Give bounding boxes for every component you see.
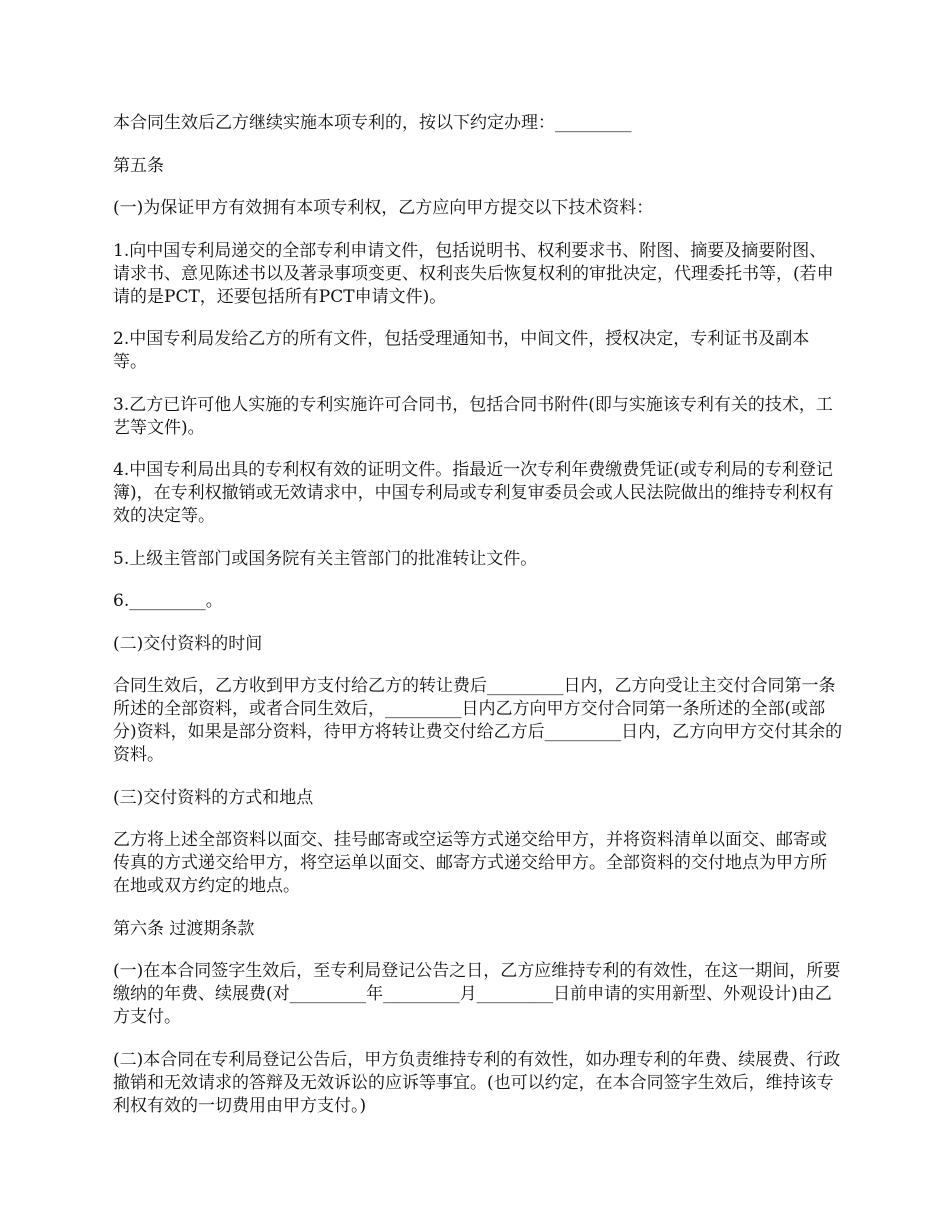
list-item-1: 1.向中国专利局递交的全部专利申请文件，包括说明书、权利要求书、附图、摘要及摘要附图、请求书、意见陈述书以及著录事项变更、权利丧失后恢复权利的审批决定，代理委托书等，(若申请的是PCT，还要包括所有PCT申请文件)。 [113,240,834,307]
list-item-3: 3.乙方已许可他人实施的专利实施许可合同书，包括合同书附件(即与实施该专利有关的技术，工艺等文件)。 [113,394,833,438]
section-one-heading: (一)为保证甲方有效拥有本项专利权，乙方应向甲方提交以下技术资料： [113,198,654,218]
section-two-heading: (二)交付资料的时间 [113,633,263,654]
list-item-5: 5.上级主管部门或国务院有关主管部门的批准转让文件。 [113,548,538,569]
article-six-heading: 第六条 过渡期条款 [113,918,255,939]
transition-clause-two: (二)本合同在专利局登记公告后，甲方负责维持专利的有效性，如办理专利的年费、续展费、行政撤销和无效请求的答辩及无效诉讼的应诉等事宜。(也可以约定，在本合同签字生效后，维持该专利权有效的一切费用由甲方支付。) [113,1049,841,1116]
article-five-heading: 第五条 [113,155,164,176]
delivery-time-paragraph: 合同生效后，乙方收到甲方支付给乙方的转让费后_________日内，乙方向受让主交付合同第一条所述的全部资料，或者合同生效后，_________日内乙方向甲方交付合同第一条所述的全部(或部分)资料，如果是部分资料，待甲方将转让费交付给乙方后_________日内，乙方向甲方交付其余的资料。 [113,676,843,765]
list-item-2: 2.中国专利局发给乙方的所有文件，包括受理通知书，中间文件，授权决定，专利证书及副本等。 [113,329,810,372]
delivery-method-paragraph: 乙方将上述全部资料以面交、挂号邮寄或空运等方式递交给甲方，并将资料清单以面交、邮寄或传真的方式递交给甲方，将空运单以面交、邮寄方式递交给甲方。全部资料的交付地点为甲方所在地或双方约定的地点。 [113,830,827,896]
document-body [113,112,843,1137]
list-item-6: 6._________。 [113,591,223,611]
list-item-4: 4.中国专利局出具的专利权有效的证明文件。指最近一次专利年费缴费凭证(或专利局的专利登记簿)，在专利权撤销或无效请求中，中国专利局或专利复审委员会或人民法院做出的维持专利权有效的决定等。 [113,460,834,526]
paragraph-intro: 本合同生效后乙方继续实施本项专利的，按以下约定办理：_________ [113,113,632,133]
transition-clause-one: (一)在本合同签字生效后，至专利局登记公告之日，乙方应维持专利的有效性，在这一期间，所要缴纳的年费、续展费(对_________年_________月_________日前申请的实用新型、外观设计)由乙方支付。 [113,961,841,1027]
section-three-heading: (三)交付资料的方式和地点 [113,787,314,808]
